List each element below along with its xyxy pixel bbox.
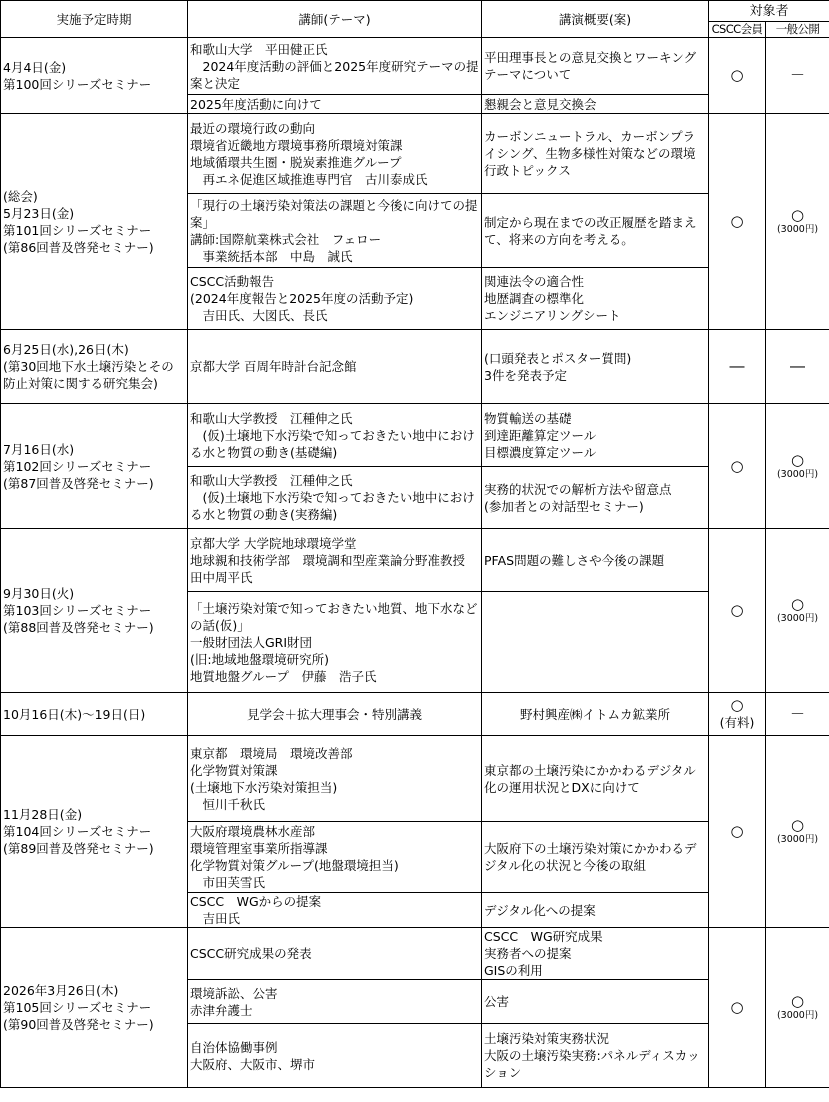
summary-line: 東京都の土壌汚染にかかわるデジタル化の運用状況とDXに向けて: [484, 762, 696, 795]
public-fee: (3000円): [776, 468, 819, 480]
summary-cell: [482, 693, 709, 736]
lecturer-line: 地域循環共生圏・脱炭素推進グループ: [190, 154, 402, 170]
table-row: [1, 736, 829, 822]
lecturer-line: 環境管理室事業所指導課: [190, 841, 328, 856]
table-row: [1, 529, 829, 592]
summary-cell: [482, 822, 709, 893]
schedule-line: 9月30日(火): [3, 586, 75, 601]
lecturer-cell: [188, 114, 482, 194]
lecturer-cell: [188, 38, 482, 95]
schedule-line: 5月23日(金): [3, 205, 75, 221]
schedule-line: (第88回普及啓発セミナー): [3, 620, 154, 635]
lecturer-line: 恒川千秋氏: [190, 796, 266, 812]
table-row: [1, 114, 829, 194]
lecturer-line: 最近の環境行政の動向: [190, 120, 316, 136]
summary-cell: [482, 95, 709, 114]
lecturer-line: 京都大学 大学院地球環境学堂: [190, 535, 357, 551]
lecturer-line: 京都大学 百周年時計台記念館: [190, 359, 357, 374]
public-mark: [766, 736, 829, 928]
schedule-line: 第105回シリーズセミナー: [3, 1000, 152, 1015]
summary-line: 実務的状況での解析方法や留意点: [484, 481, 672, 497]
public-mark-symbol: ○: [790, 206, 805, 224]
lecturer-line: 再エネ促進区域推進専門官 古川泰成氏: [190, 171, 428, 187]
schedule-cell: [1, 529, 188, 693]
summary-line: GISの利用: [484, 963, 543, 978]
public-mark-symbol: ○: [790, 992, 805, 1010]
summary-line: PFAS問題の難しさや今後の課題: [484, 552, 665, 568]
member-mark-symbol: ○: [730, 998, 744, 1016]
member-note: (有料): [719, 715, 755, 730]
lecturer-cell: [188, 736, 482, 822]
public-mark: [766, 529, 829, 693]
lecturer-cell: [188, 529, 482, 592]
lecturer-line: 一般財団法人GRI財団: [190, 634, 313, 650]
summary-line: 制定から現在までの改正履歴を踏まえて、将来の方向を考える。: [484, 214, 697, 247]
schedule-cell: [1, 693, 188, 736]
summary-line: 関連法令の適合性: [484, 274, 585, 289]
lecturer-line: 環境省近畿地方環境事務所環境対策課: [190, 137, 403, 153]
table-row: [1, 928, 829, 980]
schedule-line: 第100回シリーズセミナー: [3, 76, 152, 92]
lecturer-cell: [188, 693, 482, 736]
member-mark: [709, 529, 766, 693]
public-mark: [766, 928, 829, 1088]
schedule-line: 6月25日(水),26日(木): [3, 342, 129, 357]
summary-line: (口頭発表とポスター質問): [484, 350, 632, 366]
schedule-line: (総会): [3, 188, 38, 204]
summary-cell: [482, 114, 709, 194]
member-mark: [709, 38, 766, 114]
public-mark: [766, 38, 829, 114]
summary-cell: [482, 404, 709, 467]
summary-line: (参加者との対話型セミナー): [484, 498, 644, 514]
lecturer-line: CSCC WGからの提案: [190, 894, 322, 909]
schedule-line: 第103回シリーズセミナー: [3, 603, 152, 618]
header-public: 一般公開: [766, 22, 829, 38]
table-row: [1, 38, 829, 95]
summary-line: カーボンニュートラル、カーボンプライシング、生物多様性対策などの環境行政トピックス: [484, 129, 696, 178]
header-lecturer: 講師(テーマ): [188, 1, 482, 38]
lecturer-cell: [188, 1024, 482, 1088]
table-body: [1, 38, 829, 1088]
summary-cell: [482, 38, 709, 95]
lecturer-cell: [188, 330, 482, 404]
summary-line: 実務者への提案: [484, 946, 572, 961]
summary-line: 3件を発表予定: [484, 367, 567, 383]
summary-cell: [482, 529, 709, 592]
lecturer-cell: [188, 467, 482, 529]
lecturer-line: 赤津弁護士: [190, 1002, 253, 1018]
schedule-cell: [1, 404, 188, 529]
schedule-cell: [1, 736, 188, 928]
table-row: [1, 693, 829, 736]
summary-line: 物質輸送の基礎: [484, 410, 572, 426]
summary-line: 平田理事長との意見交換とワーキングテーマについて: [484, 50, 697, 82]
lecturer-cell: [188, 592, 482, 693]
member-mark-symbol: ○: [730, 66, 744, 84]
schedule-line: 2026年3月26日(木): [3, 983, 119, 998]
summary-cell: [482, 330, 709, 404]
summary-cell: [482, 980, 709, 1024]
lecturer-line: 化学物質対策課: [190, 762, 278, 778]
schedule-cell: [1, 928, 188, 1088]
schedule-line: 第102回シリーズセミナー: [3, 458, 152, 474]
lecturer-line: 見学会＋拡大理事会・特別講義: [246, 706, 422, 722]
lecturer-cell: [188, 95, 482, 114]
lecturer-line: CSCC研究成果の発表: [190, 946, 312, 961]
lecturer-line: 2024年度活動の評価と2025年度研究テーマの提案と決定: [190, 58, 479, 91]
summary-cell: [482, 928, 709, 980]
lecturer-line: 市田芙雪氏: [190, 875, 266, 890]
schedule-line: (第87回普及啓発セミナー): [3, 475, 154, 491]
lecturer-line: 事業統括本部 中島 誠氏: [190, 248, 353, 264]
public-mark-symbol: ○: [790, 816, 805, 834]
lecturer-line: 和歌山大学教授 江種伸之氏: [190, 410, 353, 426]
lecturer-line: 大阪府環境農林水産部: [190, 824, 316, 839]
lecturer-line: 自治体協働事例: [190, 1039, 278, 1055]
table-row: [1, 404, 829, 467]
lecturer-line: (仮)土壌地下水汚染で知っておきたい地中における水と物質の動き(実務編): [190, 490, 475, 522]
schedule-cell: [1, 330, 188, 404]
header-schedule: 実施予定時期: [1, 1, 188, 38]
lecturer-line: 吉田氏、大図氏、長氏: [190, 308, 328, 323]
lecturer-line: 化学物質対策グループ(地盤環境担当): [190, 858, 399, 873]
member-mark-symbol: ○: [730, 696, 744, 714]
schedule-line: (第30回地下水土壌汚染とその防止対策に関する研究集会): [3, 359, 174, 391]
member-mark: [709, 330, 766, 404]
lecturer-line: (土壌地下水汚染対策担当): [190, 779, 338, 795]
schedule-cell: [1, 38, 188, 114]
summary-cell: [482, 268, 709, 330]
header-target: 対象者: [709, 1, 829, 22]
lecturer-cell: [188, 980, 482, 1024]
member-mark: [709, 114, 766, 330]
member-mark-symbol: ○: [730, 212, 744, 230]
member-mark: [709, 736, 766, 928]
schedule-line: 7月16日(水): [3, 441, 75, 457]
public-fee: (3000円): [776, 1010, 819, 1021]
lecturer-line: 和歌山大学教授 江種伸之氏: [190, 473, 353, 488]
summary-line: 目標濃度算定ツール: [484, 444, 597, 460]
member-mark-symbol: ○: [730, 601, 744, 619]
public-mark-symbol: ―: [790, 357, 805, 375]
summary-line: CSCC WG研究成果: [484, 929, 603, 944]
schedule-line: (第86回普及啓発セミナー): [3, 239, 154, 255]
summary-line: 懇親会と意見交換会: [484, 96, 597, 112]
lecturer-line: 東京都 環境局 環境改善部: [190, 745, 353, 761]
lecturer-line: (2024年度報告と2025年度の活動予定): [190, 291, 414, 306]
lecturer-cell: [188, 928, 482, 980]
lecturer-cell: [188, 404, 482, 467]
summary-line: 大阪の土壌汚染実務:パネルディスカッション: [484, 1048, 700, 1080]
summary-cell: [482, 467, 709, 529]
header-summary: 講演概要(案): [482, 1, 709, 38]
public-mark-symbol: ○: [790, 450, 805, 469]
summary-line: 公害: [484, 994, 510, 1009]
schedule-line: 4月4日(金): [3, 59, 67, 75]
lecturer-line: 和歌山大学 平田健正氏: [190, 41, 328, 57]
summary-cell: [482, 893, 709, 928]
summary-cell: [482, 1024, 709, 1088]
lecturer-line: (旧:地域地盤環境研究所): [190, 651, 329, 667]
public-fee: (3000円): [776, 224, 819, 235]
schedule-line: 第101回シリーズセミナー: [3, 222, 152, 238]
lecturer-line: 「現行の土壌汚染対策法の課題と今後に向けての提案」: [190, 197, 478, 230]
member-mark: [709, 928, 766, 1088]
summary-cell: [482, 592, 709, 693]
lecturer-line: 「土壌汚染対策で知っておきたい地質、地下水などの話(仮)」: [190, 600, 478, 633]
schedule-cell: [1, 114, 188, 330]
lecturer-line: CSCC活動報告: [190, 274, 275, 289]
member-mark-symbol: ―: [729, 357, 745, 375]
public-mark: [766, 693, 829, 736]
public-mark-symbol: －: [790, 66, 806, 84]
summary-cell: [482, 736, 709, 822]
schedule-line: (第90回普及啓発セミナー): [3, 1017, 154, 1032]
lecturer-cell: [188, 268, 482, 330]
summary-line: 野村興産㈱イトムカ鉱業所: [519, 706, 670, 722]
summary-line: 大阪府下の土壌汚染対策にかかわるデジタル化の状況と今後の取組: [484, 841, 697, 873]
public-fee: (3000円): [776, 613, 819, 624]
summary-line: エンジニアリングシート: [484, 308, 621, 323]
public-mark: [766, 114, 829, 330]
lecturer-line: 環境訴訟、公害: [190, 985, 278, 1001]
member-mark-symbol: ○: [730, 456, 744, 475]
summary-cell: [482, 194, 709, 268]
lecturer-line: 2025年度活動に向けて: [190, 96, 322, 112]
lecturer-line: 地球親和技術学部 環境調和型産業論分野准教授 田中周平氏: [190, 552, 478, 585]
schedule-line: (第89回普及啓発セミナー): [3, 841, 154, 856]
public-fee: (3000円): [776, 834, 819, 845]
public-mark-symbol: －: [790, 704, 806, 723]
summary-line: 地歴調査の標準化: [484, 291, 585, 306]
table-row: [1, 330, 829, 404]
lecturer-line: (仮)土壌地下水汚染で知っておきたい地中における水と物質の動き(基礎編): [190, 427, 475, 460]
schedule-line: 10月16日(木)～19日(日): [3, 706, 146, 722]
header-member: CSCC会員: [709, 22, 766, 38]
public-mark: [766, 404, 829, 529]
lecturer-line: 大阪府、大阪市、堺市: [190, 1056, 316, 1072]
public-mark-symbol: ○: [790, 595, 805, 613]
summary-line: デジタル化への提案: [484, 902, 596, 918]
public-mark: [766, 330, 829, 404]
lecturer-cell: [188, 822, 482, 893]
summary-line: 土壌汚染対策実務状況: [484, 1031, 610, 1046]
member-mark: [709, 404, 766, 529]
lecturer-line: 地質地盤グループ 伊藤 浩子氏: [190, 668, 377, 684]
member-mark-symbol: ○: [730, 822, 744, 840]
member-mark: [709, 693, 766, 736]
lecturer-line: 講師:国際航業株式会社 フェロー: [190, 231, 382, 247]
lecturer-line: 吉田氏: [190, 911, 241, 926]
lecturer-cell: [188, 893, 482, 928]
lecturer-cell: [188, 194, 482, 268]
schedule-line: 第104回シリーズセミナー: [3, 824, 152, 839]
schedule-line: 11月28日(金): [3, 807, 83, 822]
summary-line: 到達距離算定ツール: [484, 427, 597, 443]
